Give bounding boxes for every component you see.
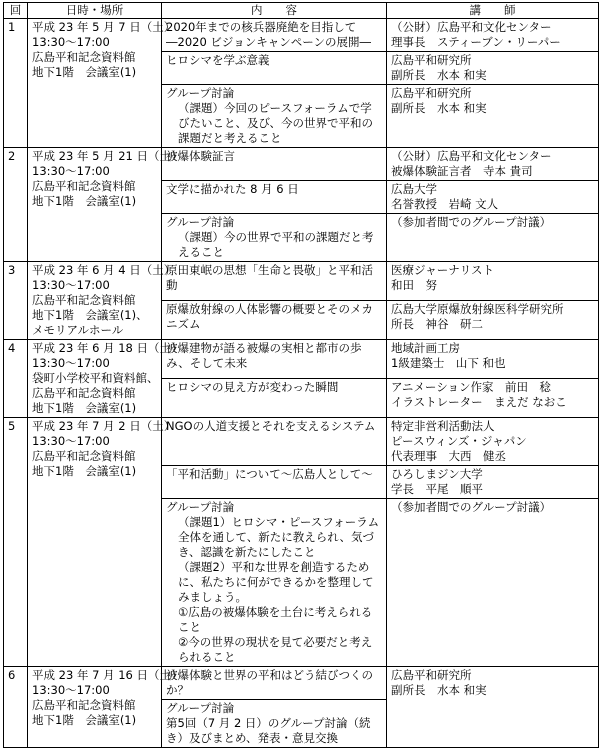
topic-title: 被爆体験と世界の平和はどう結びつくのか？ [166, 668, 373, 697]
topic-cell [162, 214, 387, 262]
table-row [4, 667, 599, 700]
session-time: 13:30〜17:00 [32, 35, 110, 49]
session-date: 平成 23 年 5 月 7 日（土） [32, 20, 176, 34]
topic-title: NGOの人道支援とそれを支えるシステム [166, 419, 376, 433]
lecturer-org: 広島平和研究所 [391, 53, 472, 67]
lecturer-name: 理事長 スティーブン・リーパー [391, 35, 561, 49]
topic-title: 文学に描かれた 8 月 6 日 [166, 182, 299, 196]
lecturer-org: 特定非営利活動法人 [391, 419, 495, 433]
session-venue-room: 地下1階 会議室(1) [32, 194, 137, 208]
header-content: 内 容 [162, 3, 387, 19]
session-venue-room: 地下1階 会議室(1) [32, 401, 137, 415]
lecturer-org: 地域計画工房 [391, 341, 460, 355]
topic-cell [162, 466, 387, 499]
lecturer-cell [387, 466, 599, 499]
topic-title: 被爆体験証言 [166, 149, 235, 163]
topic-task: （課題）今回のピースフォーラムで学びたいこと、及び、今の世界で平和の課題だと考えること [178, 101, 374, 145]
session-number: 1 [4, 19, 28, 148]
topic-cell [162, 148, 387, 181]
session-time: 13:30〜17:00 [32, 434, 110, 448]
topic-task-2: （課題2）平和な世界を創造するために、私たちに何ができるかを整理してみましょう。 [178, 560, 374, 604]
topic-task: （課題）今の世界で平和の課題だと考えること [178, 230, 374, 259]
lecturer-name: 副所長 水本 和実 [391, 101, 487, 115]
table-row [4, 340, 599, 379]
lecturer-cell [387, 148, 599, 181]
session-venue: 広島平和記念資料館 [32, 179, 136, 193]
lecturer-name: 和田 努 [391, 278, 437, 292]
session-date: 平成 23 年 7 月 16 日（土） [32, 668, 183, 682]
topic-title: グループ討論 [166, 86, 235, 100]
lecturer-cell [387, 19, 599, 52]
topic-cell [162, 19, 387, 52]
session-date: 平成 23 年 6 月 18 日（土） [32, 341, 183, 355]
lecturer-org: 広島平和研究所 [391, 668, 472, 682]
lecturer-org: ひろしまジン大学 [391, 467, 483, 481]
session-venue-room: 地下1階 会議室(1) [32, 464, 137, 478]
topic-title: ヒロシマの見え方が変わった瞬間 [166, 380, 339, 394]
table-row [4, 262, 599, 301]
lecturer-org: （公財）広島平和文化センター [391, 20, 552, 34]
topic-cell [162, 85, 387, 148]
session-venue-second: 広島平和記念資料館 [32, 386, 136, 400]
topic-cell [162, 418, 387, 466]
lecturer-note: （参加者間でのグループ討議） [391, 500, 552, 514]
topic-subtitle: ―2020 ビジョンキャンペーンの展開― [166, 35, 371, 49]
session-time: 13:30〜17:00 [32, 683, 110, 697]
session-date: 平成 23 年 6 月 4 日（土） [32, 263, 176, 277]
session-date-venue [28, 148, 183, 262]
session-venue-extra: メモリアルホール [32, 323, 124, 337]
session-date: 平成 23 年 7 月 2 日（土） [32, 419, 176, 433]
session-venue-room: 地下1階 会議室(1) [32, 65, 137, 79]
session-venue-room: 地下1階 会議室(1) [32, 713, 137, 727]
topic-task: 第5回（7 月 2 日）のグループ討論（続き）及びまとめ、発表・意見交換 [166, 716, 371, 745]
header-session-number: 回 [4, 3, 28, 19]
session-number: 4 [4, 340, 28, 418]
topic-title: 2020年までの核兵器廃絶を目指して [166, 20, 357, 34]
session-venue-room: 地下1階 会議室(1)、 [32, 308, 148, 322]
lecturer-name: 副所長 水本 和実 [391, 68, 487, 82]
header-lecturer: 講 師 [387, 3, 599, 19]
topic-task-1: （課題1）ヒロシマ・ピースフォーラム全体を通して、新たに教えられ、気づき、認識を新たにしたこと [178, 515, 380, 559]
lecturer-name: 被爆体験証言者 寺本 貴司 [391, 164, 533, 178]
lecturer-cell [387, 181, 599, 214]
table-row [4, 148, 599, 181]
lecturer-name: 所長 神谷 研二 [391, 317, 483, 331]
header-date-venue: 日時・場所 [28, 3, 162, 19]
topic-task-2-item-1: ①広島の被爆体験を土台に考えられること [178, 605, 373, 634]
topic-cell [162, 379, 387, 418]
lecturer-name: イラストレーター まえだ なおこ [391, 395, 567, 409]
topic-title: ヒロシマを学ぶ意義 [166, 53, 270, 67]
lecturer-name: アニメーション作家 前田 稔 [391, 380, 551, 394]
session-venue: 広島平和記念資料館 [32, 50, 136, 64]
topic-cell [162, 52, 387, 85]
lecturer-org: 広島大学 [391, 182, 437, 196]
session-date-venue [28, 340, 183, 418]
lecturer-cell [387, 85, 599, 148]
topic-title: グループ討論 [166, 701, 235, 715]
header-row [4, 3, 599, 19]
table-row [4, 19, 599, 52]
topic-cell [162, 700, 387, 748]
lecturer-name: 代表理事 大西 健丞 [391, 449, 506, 463]
lecturer-note: （参加者間でのグループ討議） [391, 215, 552, 229]
topic-cell [162, 181, 387, 214]
topic-title: 原爆放射線の人体影響の概要とそのメカニズム [166, 302, 373, 331]
session-number: 5 [4, 418, 28, 667]
lecturer-cell [387, 499, 599, 667]
lecturer-org-name: ピースウィンズ・ジャパン [391, 434, 527, 448]
lecturer-org: 広島大学原爆放射線医科学研究所 [391, 302, 564, 316]
topic-cell [162, 301, 387, 340]
topic-title: 「平和活動」について〜広島人として〜 [166, 467, 373, 481]
topic-title: グループ討論 [166, 500, 235, 514]
lecturer-name: 学長 平尾 順平 [391, 482, 483, 496]
topic-cell [162, 667, 387, 700]
topic-task-2-item-2: ②今の世界の現状を見て必要だと考えられること [178, 635, 373, 664]
session-time: 13:30〜17:00 [32, 278, 110, 292]
session-date: 平成 23 年 5 月 21 日（土） [32, 149, 183, 163]
session-number: 2 [4, 148, 28, 262]
session-date-venue [28, 418, 176, 667]
lecturer-cell [387, 262, 599, 301]
topic-cell [162, 340, 387, 379]
session-date-venue [28, 667, 183, 748]
lecturer-cell [387, 667, 599, 748]
lecturer-cell [387, 301, 599, 340]
topic-title: 原田東岷の思想「生命と畏敬」と平和活動 [166, 263, 373, 292]
lecturer-name: 名誉教授 岩崎 文人 [391, 197, 499, 211]
topic-cell [162, 262, 387, 301]
session-venue: 広島平和記念資料館 [32, 293, 136, 307]
topic-title: グループ討論 [166, 215, 235, 229]
lecturer-org: 広島平和研究所 [391, 86, 472, 100]
table-row [4, 418, 599, 466]
session-date-venue [28, 262, 176, 340]
lecturer-cell [387, 418, 599, 466]
session-number: 6 [4, 667, 28, 748]
lecturer-cell [387, 340, 599, 379]
lecturer-cell [387, 52, 599, 85]
lecturer-cell [387, 214, 599, 262]
session-date-venue [28, 19, 176, 148]
topic-cell [162, 499, 387, 667]
lecturer-name: 1級建築士 山下 和也 [391, 356, 506, 370]
lecturer-name: 副所長 水本 和実 [391, 683, 487, 697]
lecturer-cell [387, 379, 599, 418]
session-venue: 広島平和記念資料館 [32, 449, 136, 463]
session-number: 3 [4, 262, 28, 340]
lecturer-org: 医療ジャーナリスト [391, 263, 495, 277]
schedule-table [3, 2, 599, 748]
session-venue: 袋町小学校平和資料館、 [32, 371, 159, 385]
topic-title: 被爆建物が語る被爆の実相と都市の歩み、そして未来 [166, 341, 362, 370]
session-time: 13:30〜17:00 [32, 164, 110, 178]
session-time: 13:30〜17:00 [32, 356, 110, 370]
session-venue: 広島平和記念資料館 [32, 698, 136, 712]
lecturer-org: （公財）広島平和文化センター [391, 149, 552, 163]
